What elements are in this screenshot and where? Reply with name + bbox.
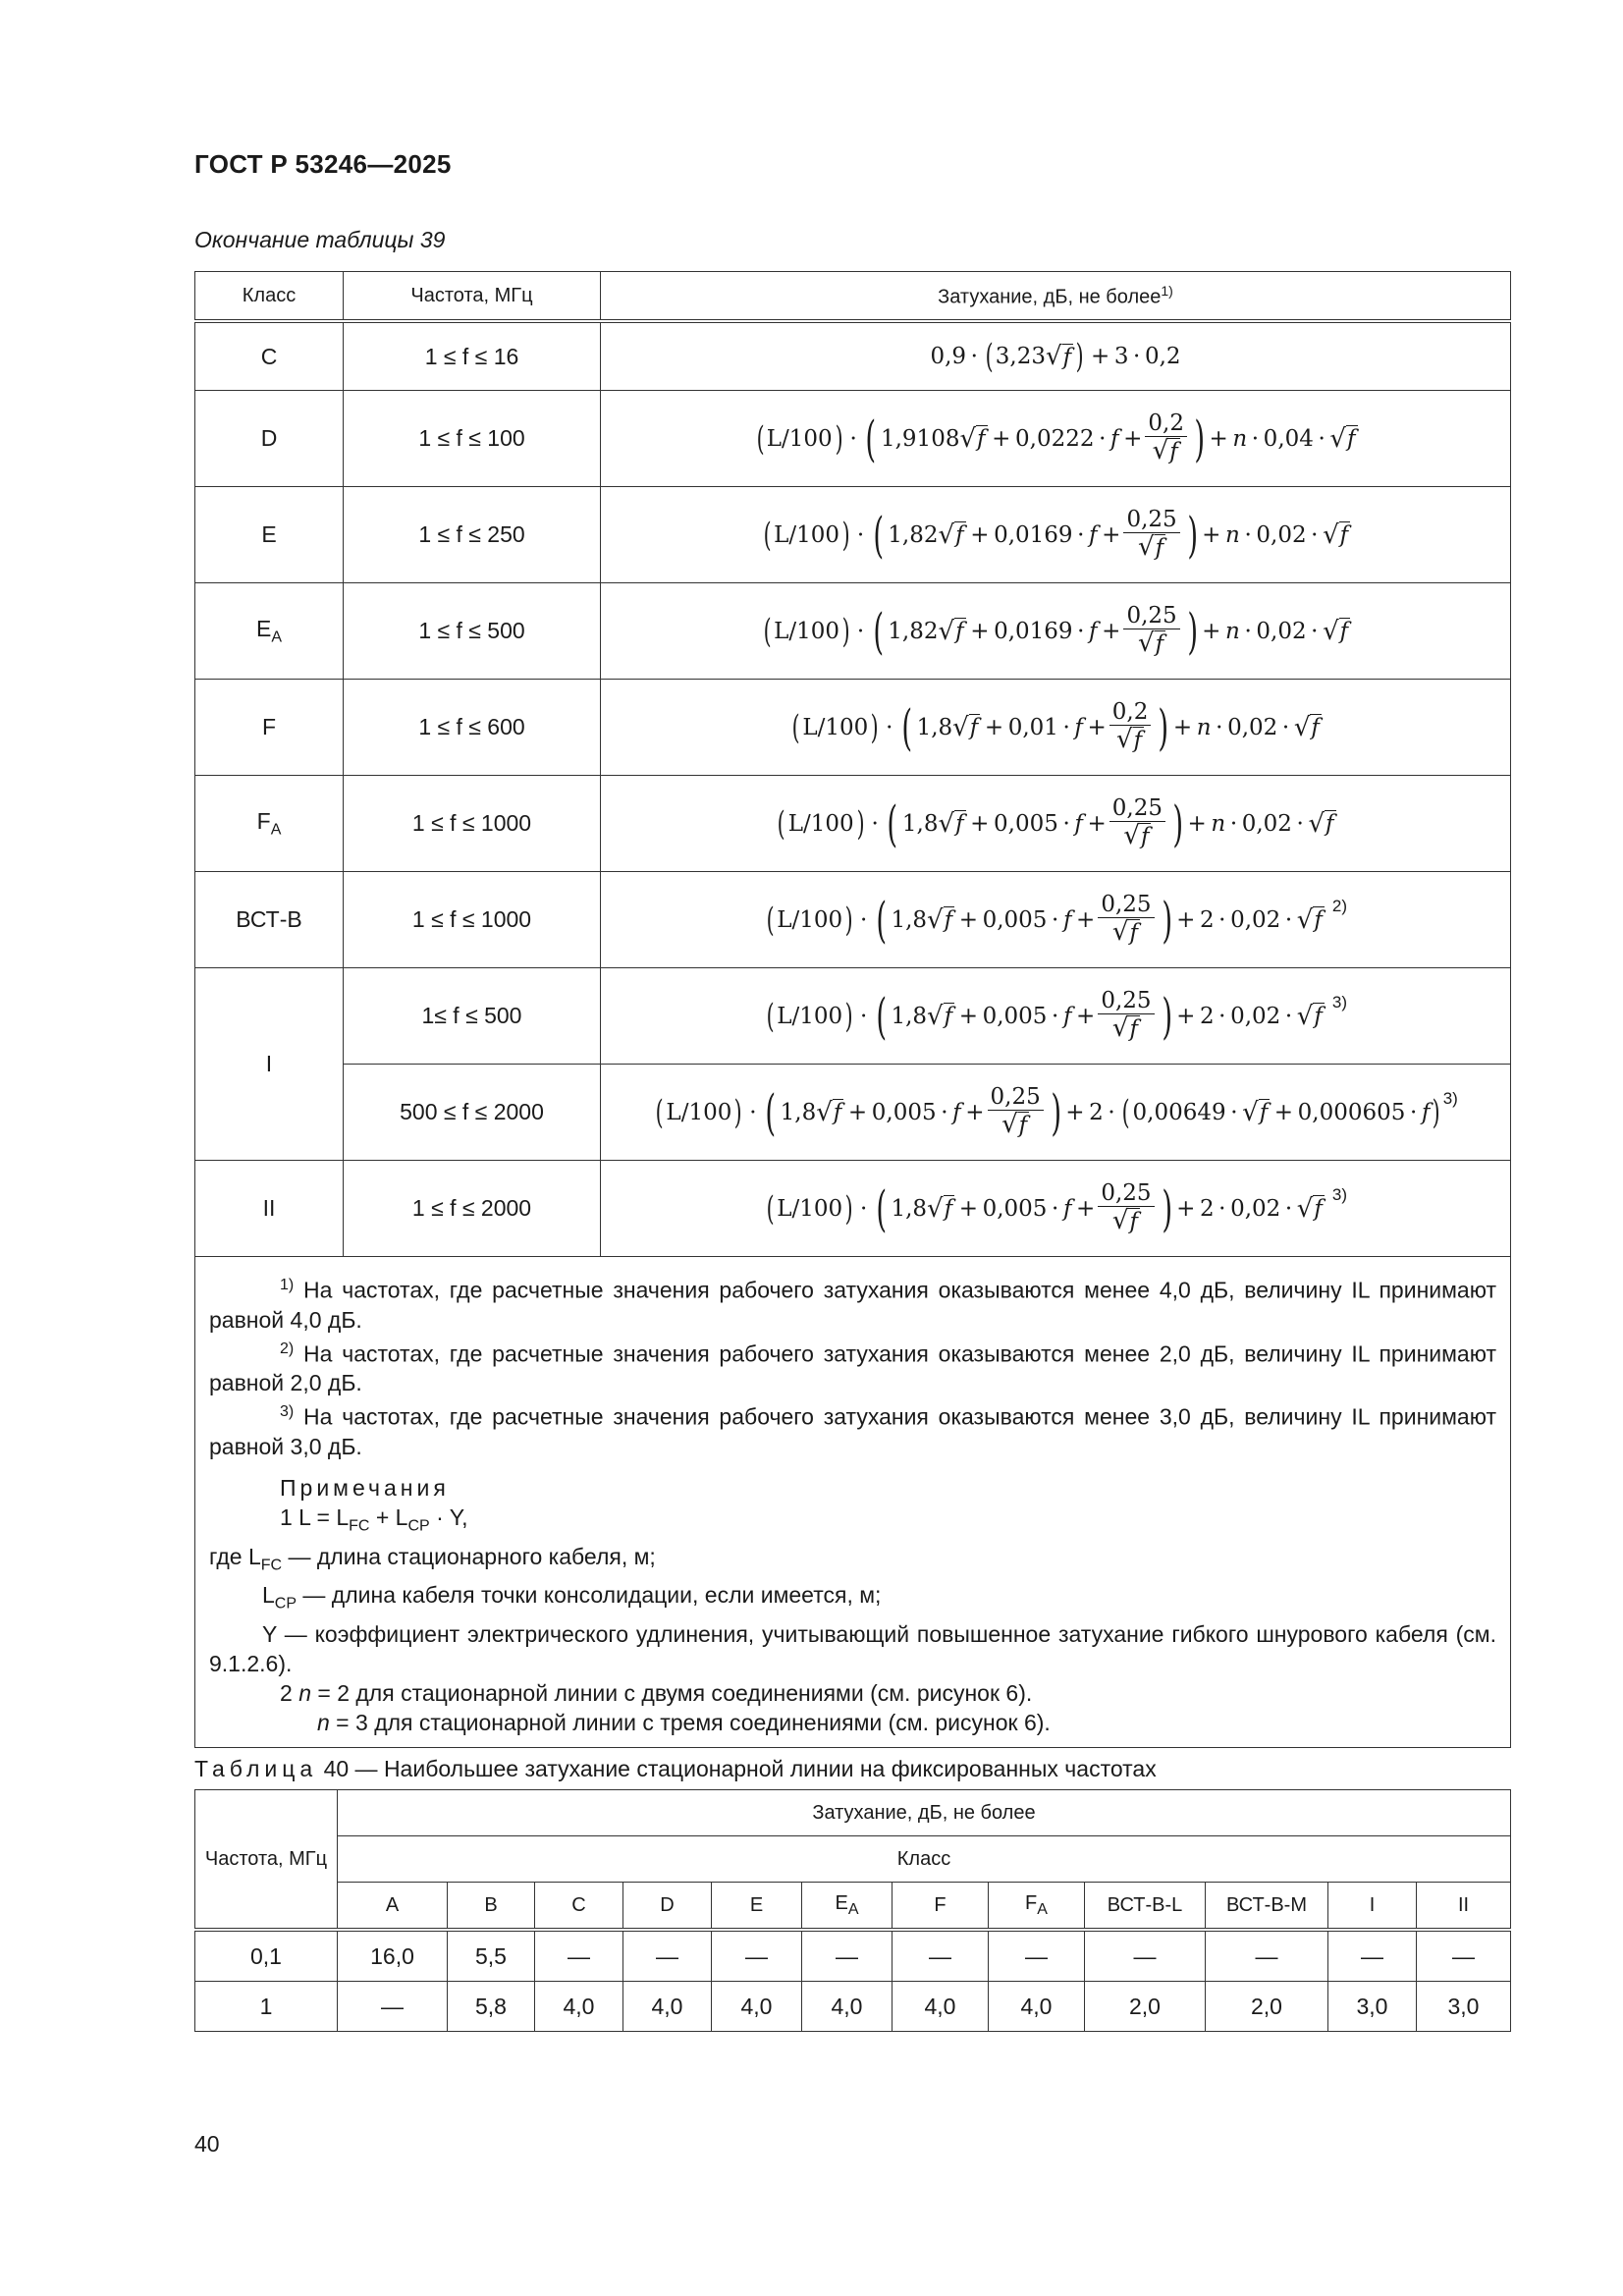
value-cell: 3,0 — [1417, 1982, 1511, 2032]
table-row — [195, 321, 1511, 391]
table-39-caption: Окончание таблицы 39 — [194, 227, 446, 252]
formula-cell: ( L/100 ) · ( 1,82 √ f + 0,0169 · f + $\frac{0,25}{√f}$ ) + n · 0,02 · √ f — [601, 487, 1511, 583]
table-row — [195, 1065, 1511, 1161]
class-cell: C — [195, 321, 344, 391]
freq-cell: 1 ≤ f ≤ 1000 — [344, 776, 601, 872]
class-header-cell: ВСТ-В-M — [1206, 1883, 1328, 1931]
freq-cell: 1 ≤ f ≤ 600 — [344, 680, 601, 776]
table-39-notes — [195, 1257, 1511, 1748]
value-cell: — — [802, 1930, 893, 1982]
class-header-cell: $F_A$ — [989, 1883, 1085, 1931]
value-cell: 4,0 — [623, 1982, 712, 2032]
footnote: $^{1)}$ На частотах, где расчетные значения рабочего затухания оказываются менее 4,0 дБ, величину IL принимают равной 4,0 дБ. — [209, 1277, 1496, 1333]
formula-cell: ( L/100 ) · ( 1,8 √ f + 0,005 · f + $\frac{0,25}{√f}$ ) + 2 · 0,02 · √ f 3) — [601, 1161, 1511, 1257]
value-cell: — — [1206, 1930, 1328, 1982]
table-row — [195, 776, 1511, 872]
freq-cell: 1≤ f ≤ 500 — [344, 968, 601, 1065]
table-row — [195, 583, 1511, 680]
note-1-where: где $L_{FC}$ — длина стационарного кабеля, м; — [209, 1543, 656, 1574]
class-header-cell: E — [712, 1883, 802, 1931]
class-header-cell: ВСТ-В-L — [1085, 1883, 1206, 1931]
class-header-cell: B — [448, 1883, 535, 1931]
value-cell: 16,0 — [338, 1930, 448, 1982]
header-frequency: Частота, МГц — [344, 272, 601, 322]
class-cell: $E_A$ — [195, 583, 344, 680]
formula-cell: ( L/100 ) · ( 1,8 √ f + 0,005 · f + $\frac{0,25}{√f}$ ) + n · 0,02 · √ f — [601, 776, 1511, 872]
freq-cell: 1 — [195, 1982, 338, 2032]
table-row — [195, 680, 1511, 776]
formula-cell: ( L/100 ) · ( 1,8 √ f + 0,01 · f + $\frac{0,2}{√f}$ ) + n · 0,02 · √ f — [601, 680, 1511, 776]
class-cell: F — [195, 680, 344, 776]
value-cell: — — [989, 1930, 1085, 1982]
value-cell: — — [535, 1930, 623, 1982]
freq-cell: 1 ≤ f ≤ 250 — [344, 487, 601, 583]
class-cell: $F_A$ — [195, 776, 344, 872]
value-cell: 2,0 — [1085, 1982, 1206, 2032]
note-2: 2 n = 2 для стационарной линии с двумя соединениями (см. рисунок 6). — [280, 1679, 1033, 1706]
freq-cell: 0,1 — [195, 1930, 338, 1982]
header-attenuation: Затухание, дБ, не более — [338, 1790, 1511, 1836]
header-frequency: Частота, МГц — [195, 1790, 338, 1931]
formula-cell: ( L/100 ) · ( 1,82 √ f + 0,0169 · f + $\frac{0,25}{√f}$ ) + n · 0,02 · √ f — [601, 583, 1511, 680]
value-cell: — — [712, 1930, 802, 1982]
page-number: 40 — [194, 2131, 220, 2157]
note-1-formula: 1 $L = L_{FC} + L_{CP} \cdot Y$, — [280, 1503, 468, 1535]
header-class: Класс — [338, 1836, 1511, 1883]
freq-cell: 1 ≤ f ≤ 2000 — [344, 1161, 601, 1257]
table-row — [195, 487, 1511, 583]
class-cell: E — [195, 487, 344, 583]
formula-cell: ( L/100 ) · ( 1,8 √ f + 0,005 · f + $\frac{0,25}{√f}$ ) + 2 · 0,02 · √ f 2) — [601, 872, 1511, 968]
value-cell: 4,0 — [712, 1982, 802, 2032]
note-1-lcp: $L_{CP}$ — длина кабеля точки консолидации, если имеется, м; — [262, 1582, 882, 1613]
value-cell: 5,8 — [448, 1982, 535, 2032]
value-cell: 4,0 — [802, 1982, 893, 2032]
table-40-title: Таблица 40 — Наибольшее затухание стационарной линии на фиксированных частотах — [194, 1756, 1157, 1781]
value-cell: — — [893, 1930, 989, 1982]
value-cell: 4,0 — [535, 1982, 623, 2032]
value-cell: 2,0 — [1206, 1982, 1328, 2032]
class-header-cell: C — [535, 1883, 623, 1931]
class-header-cell: $E_A$ — [802, 1883, 893, 1931]
class-header-cell: II — [1417, 1883, 1511, 1931]
class-cell: I — [195, 968, 344, 1161]
value-cell: 4,0 — [989, 1982, 1085, 2032]
note-1-y: Y — коэффициент электрического удлинения, учитывающий повышенное затухание гибкого шнурового кабеля (см. 9.1.2.6). — [209, 1620, 1496, 1676]
value-cell: — — [1417, 1930, 1511, 1982]
class-header-cell: A — [338, 1883, 448, 1931]
formula-cell: 0,9 · ( 3,23 √ f ) + 3 · 0,2 — [601, 321, 1511, 391]
class-cell: ВСТ-В — [195, 872, 344, 968]
freq-cell: 1 ≤ f ≤ 500 — [344, 583, 601, 680]
note-2-cont: n = 3 для стационарной линии с тремя соединениями (см. рисунок 6). — [317, 1709, 1051, 1735]
table-row — [195, 1930, 1511, 1982]
value-cell: 3,0 — [1328, 1982, 1417, 2032]
value-cell: — — [1328, 1930, 1417, 1982]
table-row — [195, 968, 1511, 1065]
notes-title: Примечания — [280, 1474, 450, 1501]
table-row — [195, 1161, 1511, 1257]
class-header-cell: D — [623, 1883, 712, 1931]
freq-cell: 1 ≤ f ≤ 100 — [344, 391, 601, 487]
formula-cell: ( L/100 ) · ( 1,8 √ f + 0,005 · f + $\frac{0,25}{√f}$ ) + 2 · ( 0,00649 · √ f + 0,000605 · f ) 3) — [601, 1065, 1511, 1161]
value-cell: — — [338, 1982, 448, 2032]
formula-cell: ( L/100 ) · ( 1,8 √ f + 0,005 · f + $\frac{0,25}{√f}$ ) + 2 · 0,02 · √ f 3) — [601, 968, 1511, 1065]
value-cell: 4,0 — [893, 1982, 989, 2032]
value-cell: — — [1085, 1930, 1206, 1982]
footnote: $^{3)}$ На частотах, где расчетные значения рабочего затухания оказываются менее 3,0 дБ, величину IL принимают равной 3,0 дБ. — [209, 1403, 1496, 1459]
table-row — [195, 391, 1511, 487]
footnote: $^{2)}$ На частотах, где расчетные значения рабочего затухания оказываются менее 2,0 дБ, величину IL принимают равной 2,0 дБ. — [209, 1339, 1496, 1396]
class-cell: D — [195, 391, 344, 487]
table-row — [195, 872, 1511, 968]
class-header-cell: F — [893, 1883, 989, 1931]
freq-cell: 500 ≤ f ≤ 2000 — [344, 1065, 601, 1161]
header-class: Класс — [195, 272, 344, 322]
document-code: ГОСТ Р 53246—2025 — [194, 149, 452, 179]
class-header-cell: I — [1328, 1883, 1417, 1931]
table-39 — [194, 271, 1511, 1748]
value-cell: 5,5 — [448, 1930, 535, 1982]
header-attenuation: Затухание, дБ, не более$^{1)}$ — [601, 272, 1511, 322]
table-row — [195, 1982, 1511, 2032]
freq-cell: 1 ≤ f ≤ 16 — [344, 321, 601, 391]
class-cell: II — [195, 1161, 344, 1257]
table-40 — [194, 1789, 1511, 2032]
value-cell: — — [623, 1930, 712, 1982]
formula-cell: ( L/100 ) · ( 1,9108 √ f + 0,0222 · f + $\frac{0,2}{√f}$ ) + n · 0,04 · √ f — [601, 391, 1511, 487]
freq-cell: 1 ≤ f ≤ 1000 — [344, 872, 601, 968]
